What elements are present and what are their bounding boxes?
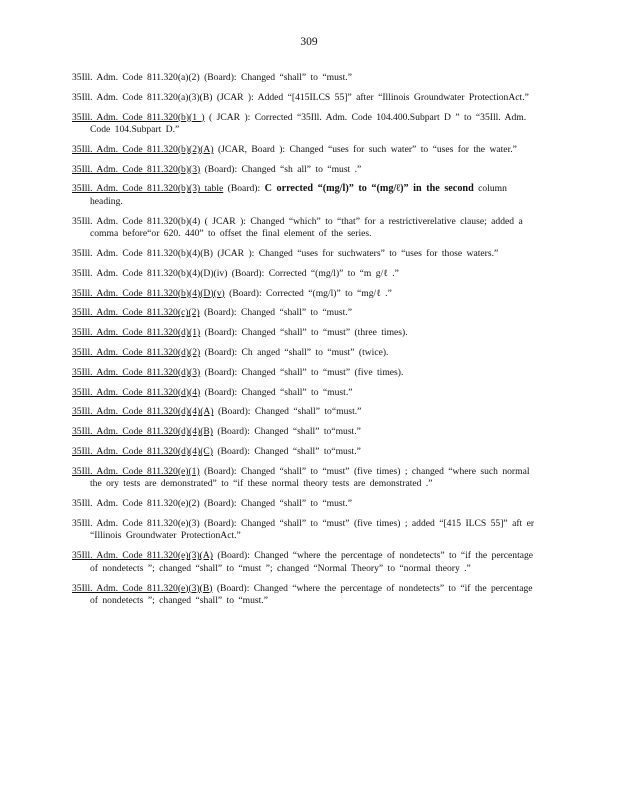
amendment-description: (Board): Corrected “(mg/l)” to “mg/ℓ .” xyxy=(224,287,392,299)
code-citation: 35Ill. Adm. Code 811.320(a)(3)(B) xyxy=(72,91,213,103)
code-citation: 35Ill. Adm. Code 811.320(e)(1) xyxy=(72,465,200,477)
amendment-entry xyxy=(72,498,538,511)
amendment-description: (Board): Changed “shall” to “must.” xyxy=(199,307,352,319)
amendment-entry xyxy=(72,446,538,459)
amendment-description: (Board): Changed “shall” to “must.” xyxy=(199,498,352,510)
amendment-description: (Board): Changed “shall” to“must.” xyxy=(213,426,361,438)
code-citation: 35Ill. Adm. Code 811.320(b)(4)(D)(iv) xyxy=(72,267,228,279)
amendment-entry xyxy=(72,583,538,608)
amendment-entry xyxy=(72,112,538,137)
code-citation: 35Ill. Adm. Code 811.320(b)(1 ) xyxy=(72,111,205,123)
code-citation: 35Ill. Adm. Code 811.320(d)(3) xyxy=(72,366,201,378)
amendment-description: (Board): Changed “shall” to“must.” xyxy=(213,406,362,418)
amendment-description: (Board): Changed “where the percentage of nondetects” to “if the percentage of nondetects ”; changed “shall” to “must ”; changed “Normal Theory” to “normal theory .” xyxy=(90,550,534,574)
amendment-description: (Board): Changed “shall” to “must.” xyxy=(200,386,353,398)
amendment-entry xyxy=(72,72,538,85)
code-citation: 35Ill. Adm. Code 811.320(b)(4)(D)(v) xyxy=(72,287,225,299)
amendment-entry xyxy=(72,367,538,380)
amendment-description: (Board): Changed “where the percentage of nondetects” to “if the percentage of nondetects ”; changed “shall” to “must.” xyxy=(90,582,533,607)
amendment-description: (Board): Changed “shall” to “must.” xyxy=(199,72,352,83)
amendment-entry xyxy=(72,426,538,439)
amendment-entry xyxy=(72,387,538,400)
code-citation: 35Ill. Adm. Code 811.320(a)(2) xyxy=(72,72,200,83)
amendment-description: (JCAR ): Changed “uses for suchwaters” to “uses for those waters.” xyxy=(213,248,499,260)
amendment-description: (JCAR, Board ): Changed “uses for such water” to “uses for the water.” xyxy=(213,143,517,155)
amendment-description: (Board): Changed “shall” to “must” (five times) ; added “[415 ILCS 55]” aft er “Illinois Groundwater ProtectionAct.” xyxy=(90,517,535,542)
amendment-entry xyxy=(72,144,538,157)
amendment-entry xyxy=(72,216,538,241)
code-citation: 35Ill. Adm. Code 811.320(d)(2) xyxy=(72,347,201,359)
amendment-description: (Board): Changed “shall” to “must” (three times). xyxy=(200,327,408,339)
amendment-description-tail: column heading. xyxy=(90,183,507,207)
amendment-description: (Board): Changed “sh all” to “must .” xyxy=(200,163,362,175)
code-citation: 35Ill. Adm. Code 811.320(b)(2)(A) xyxy=(72,143,214,155)
amendment-entry xyxy=(72,92,538,105)
amendment-description-bold: C orrected “(mg/l)” to “(mg/ℓ)” in the second xyxy=(264,183,474,195)
code-citation: 35Ill. Adm. Code 811.320(b)(4)(B) xyxy=(72,248,214,260)
amendment-description: (Board): Changed “shall” to “must” (five times) ; changed “where such normal the ory tests are demonstrated” to “if these normal theory tests are demonstrated .” xyxy=(90,465,530,490)
amendment-description: (Board): Changed “shall” to “must” (five times). xyxy=(200,366,404,378)
code-citation: 35Ill. Adm. Code 811.320(b)(4) xyxy=(72,215,201,227)
amendment-entry xyxy=(72,288,538,301)
amendment-list xyxy=(72,72,538,615)
amendment-entry xyxy=(72,248,538,261)
code-citation: 35Ill. Adm. Code 811.320(e)(2) xyxy=(72,498,200,510)
amendment-entry xyxy=(72,327,538,340)
amendment-entry xyxy=(72,550,538,575)
code-citation: 35Ill. Adm. Code 811.320(e)(3) xyxy=(72,517,200,529)
code-citation: 35Ill. Adm. Code 811.320(d)(4)(B) xyxy=(72,426,214,438)
amendment-entry xyxy=(72,466,538,491)
amendment-entry xyxy=(72,183,538,208)
code-citation: 35Ill. Adm. Code 811.320(b)(3) table xyxy=(72,183,224,195)
amendment-entry xyxy=(72,268,538,281)
code-citation: 35Ill. Adm. Code 811.320(e)(3)(A) xyxy=(72,550,213,562)
amendment-entry xyxy=(72,518,538,543)
code-citation: 35Ill. Adm. Code 811.320(d)(4)(C) xyxy=(72,446,214,458)
amendment-entry xyxy=(72,307,538,320)
amendment-description: (Board): Ch anged “shall” to “must” (twice). xyxy=(200,347,389,359)
code-citation: 35Ill. Adm. Code 811.320(d)(1) xyxy=(72,327,201,339)
amendment-description: ( JCAR ): Corrected “35Ill. Adm. Code 104.400.Subpart D ” to “35Ill. Adm. Code 104.Subpart D.” xyxy=(90,111,527,136)
amendment-entry xyxy=(72,164,538,177)
amendment-description: (Board): xyxy=(223,183,265,195)
amendment-description: ( JCAR ): Changed “which” to “that” for a restrictiverelative clause; added a comma before“or 620. 440” to offset the final element of the series. xyxy=(90,215,523,240)
code-citation: 35Ill. Adm. Code 811.320(d)(4) xyxy=(72,386,201,398)
code-citation: 35Ill. Adm. Code 811.320(e)(3)(B) xyxy=(72,582,213,594)
amendment-description: (Board): Changed “shall” to“must.” xyxy=(213,446,361,458)
amendment-description: (Board): Corrected “(mg/l)” to “m g/ℓ .” xyxy=(227,267,399,279)
page-number: 309 xyxy=(300,36,318,48)
code-citation: 35Ill. Adm. Code 811.320(c)(2) xyxy=(72,307,200,319)
amendment-entry xyxy=(72,406,538,419)
amendment-entry xyxy=(72,347,538,360)
code-citation: 35Ill. Adm. Code 811.320(d)(4)(A) xyxy=(72,406,214,418)
amendment-description: (JCAR ): Added “[415ILCS 55]” after “Illinois Groundwater ProtectionAct.” xyxy=(212,91,529,103)
code-citation: 35Ill. Adm. Code 811.320(b)(3) xyxy=(72,163,201,175)
